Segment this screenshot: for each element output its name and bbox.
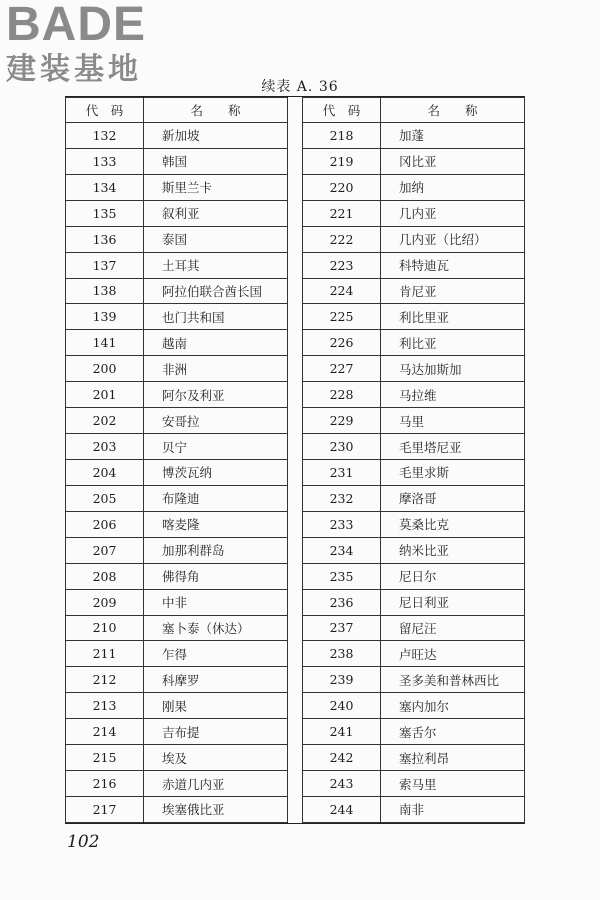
table-row xyxy=(303,382,525,408)
table-row xyxy=(303,123,525,149)
country-name: 加纳 xyxy=(381,174,525,200)
country-name: 塞拉利昂 xyxy=(381,745,525,771)
country-name: 吉布提 xyxy=(144,719,288,745)
table-row xyxy=(303,408,525,434)
country-code: 205 xyxy=(66,485,144,511)
country-name: 韩国 xyxy=(144,148,288,174)
table-right-half xyxy=(302,97,525,823)
table-row xyxy=(66,693,288,719)
table-row xyxy=(66,537,288,563)
country-code: 236 xyxy=(303,589,381,615)
table-row xyxy=(303,356,525,382)
country-code: 222 xyxy=(303,226,381,252)
country-code: 231 xyxy=(303,459,381,485)
country-name: 毛里求斯 xyxy=(381,459,525,485)
table-row xyxy=(66,485,288,511)
country-code: 134 xyxy=(66,174,144,200)
table-row xyxy=(303,719,525,745)
country-code: 133 xyxy=(66,148,144,174)
country-code: 132 xyxy=(66,123,144,149)
country-name: 布隆迪 xyxy=(144,485,288,511)
country-name: 圣多美和普林西比 xyxy=(381,667,525,693)
header-code: 代 码 xyxy=(303,98,381,123)
country-name: 加那利群岛 xyxy=(144,537,288,563)
country-code: 232 xyxy=(303,485,381,511)
table-row xyxy=(303,304,525,330)
table-row xyxy=(66,745,288,771)
table-row xyxy=(66,330,288,356)
country-name: 越南 xyxy=(144,330,288,356)
country-name: 中非 xyxy=(144,589,288,615)
country-code: 135 xyxy=(66,200,144,226)
country-name: 非洲 xyxy=(144,356,288,382)
country-name: 留尼汪 xyxy=(381,615,525,641)
table-row xyxy=(66,174,288,200)
table-row xyxy=(66,382,288,408)
table-row xyxy=(303,796,525,822)
country-code: 206 xyxy=(66,511,144,537)
country-code: 210 xyxy=(66,615,144,641)
table-row xyxy=(303,200,525,226)
country-code: 212 xyxy=(66,667,144,693)
table-caption: 续表 A. 36 xyxy=(261,79,339,95)
country-name: 泰国 xyxy=(144,226,288,252)
logo-wordmark: BADE xyxy=(6,0,147,51)
table-row xyxy=(66,356,288,382)
table-row xyxy=(303,511,525,537)
country-code: 204 xyxy=(66,459,144,485)
table-row xyxy=(66,641,288,667)
table-row xyxy=(66,200,288,226)
table-row xyxy=(66,719,288,745)
table-row xyxy=(66,615,288,641)
country-name: 埃及 xyxy=(144,745,288,771)
country-name: 摩洛哥 xyxy=(381,485,525,511)
country-name: 尼日尔 xyxy=(381,563,525,589)
table-row xyxy=(303,174,525,200)
country-code: 220 xyxy=(303,174,381,200)
country-name: 阿尔及利亚 xyxy=(144,382,288,408)
table-row xyxy=(66,667,288,693)
table-left-half xyxy=(65,97,288,823)
country-name: 塞内加尔 xyxy=(381,693,525,719)
table-row xyxy=(303,693,525,719)
country-code: 225 xyxy=(303,304,381,330)
table-row xyxy=(66,252,288,278)
country-code: 200 xyxy=(66,356,144,382)
table-row xyxy=(303,771,525,797)
country-name: 贝宁 xyxy=(144,434,288,460)
country-name: 马里 xyxy=(381,408,525,434)
table-row xyxy=(66,771,288,797)
country-code: 223 xyxy=(303,252,381,278)
country-code: 215 xyxy=(66,745,144,771)
table-row xyxy=(303,459,525,485)
table-row xyxy=(303,537,525,563)
table-row xyxy=(303,252,525,278)
country-code: 243 xyxy=(303,771,381,797)
country-name: 塞卜泰（休达） xyxy=(144,615,288,641)
country-code: 224 xyxy=(303,278,381,304)
country-code: 221 xyxy=(303,200,381,226)
country-code: 209 xyxy=(66,589,144,615)
country-name: 乍得 xyxy=(144,641,288,667)
country-name: 利比亚 xyxy=(381,330,525,356)
country-code: 207 xyxy=(66,537,144,563)
table-row xyxy=(66,796,288,822)
country-code: 219 xyxy=(303,148,381,174)
country-code: 208 xyxy=(66,563,144,589)
country-name: 埃塞俄比亚 xyxy=(144,796,288,822)
country-name: 塞舌尔 xyxy=(381,719,525,745)
page-number: 102 xyxy=(67,832,100,852)
country-code: 136 xyxy=(66,226,144,252)
country-name: 也门共和国 xyxy=(144,304,288,330)
country-code: 202 xyxy=(66,408,144,434)
country-name: 科特迪瓦 xyxy=(381,252,525,278)
header-code: 代 码 xyxy=(66,98,144,123)
country-code: 229 xyxy=(303,408,381,434)
country-code: 227 xyxy=(303,356,381,382)
country-name: 几内亚（比绍） xyxy=(381,226,525,252)
country-code-table xyxy=(65,96,525,824)
country-name: 纳米比亚 xyxy=(381,537,525,563)
table-row xyxy=(66,434,288,460)
country-name: 莫桑比克 xyxy=(381,511,525,537)
country-code: 218 xyxy=(303,123,381,149)
country-name: 马拉维 xyxy=(381,382,525,408)
country-name: 毛里塔尼亚 xyxy=(381,434,525,460)
country-name: 加蓬 xyxy=(381,123,525,149)
country-code: 211 xyxy=(66,641,144,667)
table-row xyxy=(303,485,525,511)
country-name: 阿拉伯联合酋长国 xyxy=(144,278,288,304)
country-code: 213 xyxy=(66,693,144,719)
table-row xyxy=(303,589,525,615)
country-code: 217 xyxy=(66,796,144,822)
country-code: 242 xyxy=(303,745,381,771)
table-row xyxy=(303,434,525,460)
country-name: 刚果 xyxy=(144,693,288,719)
country-name: 南非 xyxy=(381,796,525,822)
country-name: 索马里 xyxy=(381,771,525,797)
country-name: 冈比亚 xyxy=(381,148,525,174)
table-row xyxy=(303,330,525,356)
table-row xyxy=(66,278,288,304)
country-code: 244 xyxy=(303,796,381,822)
country-code: 216 xyxy=(66,771,144,797)
country-code: 241 xyxy=(303,719,381,745)
country-code: 214 xyxy=(66,719,144,745)
country-name: 佛得角 xyxy=(144,563,288,589)
country-code: 226 xyxy=(303,330,381,356)
table-row xyxy=(66,226,288,252)
table-row xyxy=(66,304,288,330)
header-row xyxy=(66,98,288,123)
header-name: 名 称 xyxy=(144,98,288,123)
country-code: 234 xyxy=(303,537,381,563)
country-name: 斯里兰卡 xyxy=(144,174,288,200)
country-name: 新加坡 xyxy=(144,123,288,149)
header-row xyxy=(303,98,525,123)
country-name: 利比里亚 xyxy=(381,304,525,330)
country-name: 科摩罗 xyxy=(144,667,288,693)
country-name: 尼日利亚 xyxy=(381,589,525,615)
logo-subtitle: 建装基地 xyxy=(6,52,142,87)
country-code: 235 xyxy=(303,563,381,589)
header-name: 名 称 xyxy=(381,98,525,123)
table-row xyxy=(303,615,525,641)
country-name: 安哥拉 xyxy=(144,408,288,434)
country-name: 卢旺达 xyxy=(381,641,525,667)
country-name: 马达加斯加 xyxy=(381,356,525,382)
country-code: 137 xyxy=(66,252,144,278)
table-row xyxy=(303,148,525,174)
country-code: 138 xyxy=(66,278,144,304)
country-code: 139 xyxy=(66,304,144,330)
country-name: 肯尼亚 xyxy=(381,278,525,304)
column-gap xyxy=(291,97,299,823)
table-row xyxy=(303,641,525,667)
table-row xyxy=(303,278,525,304)
country-code: 237 xyxy=(303,615,381,641)
table-row xyxy=(66,408,288,434)
country-code: 239 xyxy=(303,667,381,693)
table-row xyxy=(66,148,288,174)
country-code: 228 xyxy=(303,382,381,408)
table-row xyxy=(303,226,525,252)
country-code: 230 xyxy=(303,434,381,460)
country-name: 土耳其 xyxy=(144,252,288,278)
table-row xyxy=(66,123,288,149)
table-row xyxy=(303,563,525,589)
country-code: 238 xyxy=(303,641,381,667)
country-name: 博茨瓦纳 xyxy=(144,459,288,485)
country-code: 203 xyxy=(66,434,144,460)
country-name: 赤道几内亚 xyxy=(144,771,288,797)
table-row xyxy=(66,589,288,615)
country-code: 201 xyxy=(66,382,144,408)
table-row xyxy=(303,745,525,771)
table-row xyxy=(66,563,288,589)
table-row xyxy=(303,667,525,693)
table-row xyxy=(66,511,288,537)
country-code: 240 xyxy=(303,693,381,719)
country-code: 233 xyxy=(303,511,381,537)
table-row xyxy=(66,459,288,485)
country-name: 喀麦隆 xyxy=(144,511,288,537)
country-code: 141 xyxy=(66,330,144,356)
country-name: 几内亚 xyxy=(381,200,525,226)
country-name: 叙利亚 xyxy=(144,200,288,226)
